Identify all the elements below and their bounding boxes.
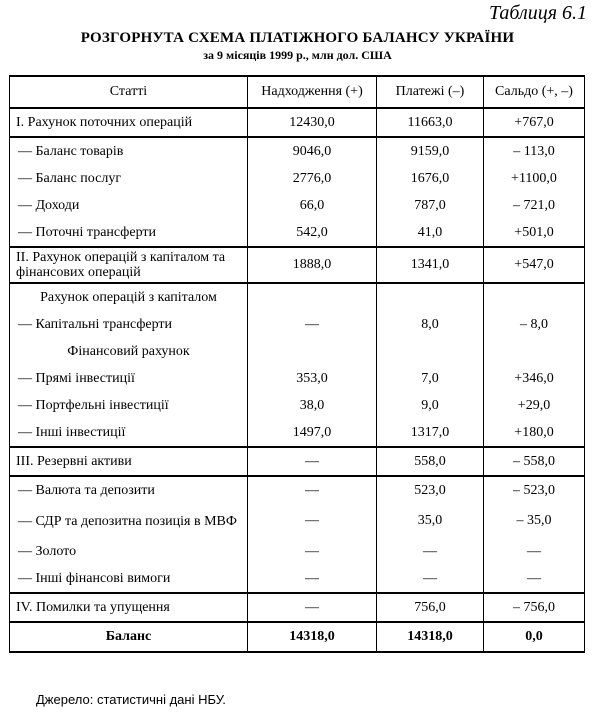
receipts-cell: —	[248, 311, 377, 338]
payments-cell: 9,0	[377, 392, 484, 419]
payments-cell: —	[377, 538, 484, 565]
total-row	[10, 622, 585, 652]
balance-cell: – 558,0	[484, 447, 585, 476]
payments-cell: 9159,0	[377, 137, 484, 165]
table-row	[10, 338, 585, 365]
row-group-label: Фінансовий рахунок	[10, 338, 248, 365]
receipts-cell: —	[248, 565, 377, 593]
receipts-cell: 12430,0	[248, 108, 377, 137]
balance-cell: +767,0	[484, 108, 585, 137]
payments-cell	[377, 338, 484, 365]
payments-cell: 1317,0	[377, 419, 484, 447]
table-title: РОЗГОРНУТА СХЕМА ПЛАТІЖНОГО БАЛАНСУ УКРАЇНИ	[80, 30, 515, 46]
row-label: III. Резервні активи	[10, 447, 248, 476]
payments-cell: 14318,0	[377, 622, 484, 652]
header-balance: Сальдо (+, –)	[484, 76, 585, 108]
row-label: — Поточні трансферти	[10, 219, 248, 247]
table-subtitle: за 9 місяців 1999 р., млн дол. США	[203, 48, 392, 62]
payments-cell: 11663,0	[377, 108, 484, 137]
table-row	[10, 504, 585, 538]
balance-cell: – 721,0	[484, 192, 585, 219]
payments-cell: 35,0	[377, 504, 484, 538]
receipts-cell: 542,0	[248, 219, 377, 247]
row-label: — Баланс товарів	[10, 137, 248, 165]
balance-cell: +29,0	[484, 392, 585, 419]
receipts-cell	[248, 338, 377, 365]
row-label: — Прямі інвестиції	[10, 365, 248, 392]
row-label: — Портфельні інвестиції	[10, 392, 248, 419]
table-row	[10, 247, 585, 283]
receipts-cell: 353,0	[248, 365, 377, 392]
table-row	[10, 283, 585, 311]
balance-cell: – 8,0	[484, 311, 585, 338]
payments-cell: 787,0	[377, 192, 484, 219]
receipts-cell: 1497,0	[248, 419, 377, 447]
balance-cell: +180,0	[484, 419, 585, 447]
receipts-cell: 14318,0	[248, 622, 377, 652]
receipts-cell: 38,0	[248, 392, 377, 419]
payments-cell: 558,0	[377, 447, 484, 476]
row-label: — Золото	[10, 538, 248, 565]
row-label: II. Рахунок операцій з капіталом та фінансових операцій	[10, 247, 248, 283]
source-note: Джерело: статистичні дані НБУ.	[36, 692, 226, 707]
balance-of-payments-table	[9, 75, 585, 653]
payments-cell: 756,0	[377, 593, 484, 622]
row-label: — Баланс послуг	[10, 165, 248, 192]
row-label: — Інші інвестиції	[10, 419, 248, 447]
balance-cell: – 35,0	[484, 504, 585, 538]
balance-cell: +1100,0	[484, 165, 585, 192]
row-label: I. Рахунок поточних операцій	[10, 108, 248, 137]
receipts-cell: 66,0	[248, 192, 377, 219]
table-row	[10, 447, 585, 476]
receipts-cell: 1888,0	[248, 247, 377, 283]
balance-cell: —	[484, 565, 585, 593]
balance-cell: +547,0	[484, 247, 585, 283]
balance-cell: +346,0	[484, 365, 585, 392]
header-payments: Платежі (–)	[377, 76, 484, 108]
table-row	[10, 565, 585, 593]
receipts-cell: —	[248, 593, 377, 622]
receipts-cell	[248, 283, 377, 311]
payments-cell	[377, 283, 484, 311]
total-label: Баланс	[10, 622, 248, 652]
table-row	[10, 419, 585, 447]
receipts-cell: 9046,0	[248, 137, 377, 165]
balance-cell: 0,0	[484, 622, 585, 652]
header-row	[10, 76, 585, 108]
row-label: — Валюта та депозити	[10, 476, 248, 504]
row-label: — Капітальні трансферти	[10, 311, 248, 338]
row-label: — СДР та депозитна позиція в МВФ	[10, 504, 248, 538]
table-row	[10, 137, 585, 165]
payments-cell: 1341,0	[377, 247, 484, 283]
balance-cell: —	[484, 538, 585, 565]
row-label: — Інші фінансові вимоги	[10, 565, 248, 593]
receipts-cell: —	[248, 538, 377, 565]
table-row	[10, 219, 585, 247]
table-row	[10, 593, 585, 622]
payments-cell: 8,0	[377, 311, 484, 338]
header-receipts: Надходження (+)	[248, 76, 377, 108]
table-row	[10, 165, 585, 192]
balance-cell: – 523,0	[484, 476, 585, 504]
receipts-cell: —	[248, 447, 377, 476]
row-label: — Доходи	[10, 192, 248, 219]
row-group-label: Рахунок операцій з капіталом	[10, 283, 248, 311]
payments-cell: 1676,0	[377, 165, 484, 192]
payments-cell: 41,0	[377, 219, 484, 247]
receipts-cell: —	[248, 476, 377, 504]
payments-cell: —	[377, 565, 484, 593]
header-items: Статті	[10, 76, 248, 108]
table-row	[10, 392, 585, 419]
receipts-cell: —	[248, 504, 377, 538]
table-row	[10, 476, 585, 504]
table-row	[10, 365, 585, 392]
table-row	[10, 108, 585, 137]
table-number-label: Таблиця 6.1	[489, 2, 587, 24]
balance-cell: – 756,0	[484, 593, 585, 622]
receipts-cell: 2776,0	[248, 165, 377, 192]
payments-cell: 7,0	[377, 365, 484, 392]
row-label: IV. Помилки та упущення	[10, 593, 248, 622]
table-row	[10, 538, 585, 565]
table-row	[10, 311, 585, 338]
table-row	[10, 192, 585, 219]
payments-cell: 523,0	[377, 476, 484, 504]
balance-cell	[484, 338, 585, 365]
balance-cell	[484, 283, 585, 311]
balance-cell: – 113,0	[484, 137, 585, 165]
balance-cell: +501,0	[484, 219, 585, 247]
